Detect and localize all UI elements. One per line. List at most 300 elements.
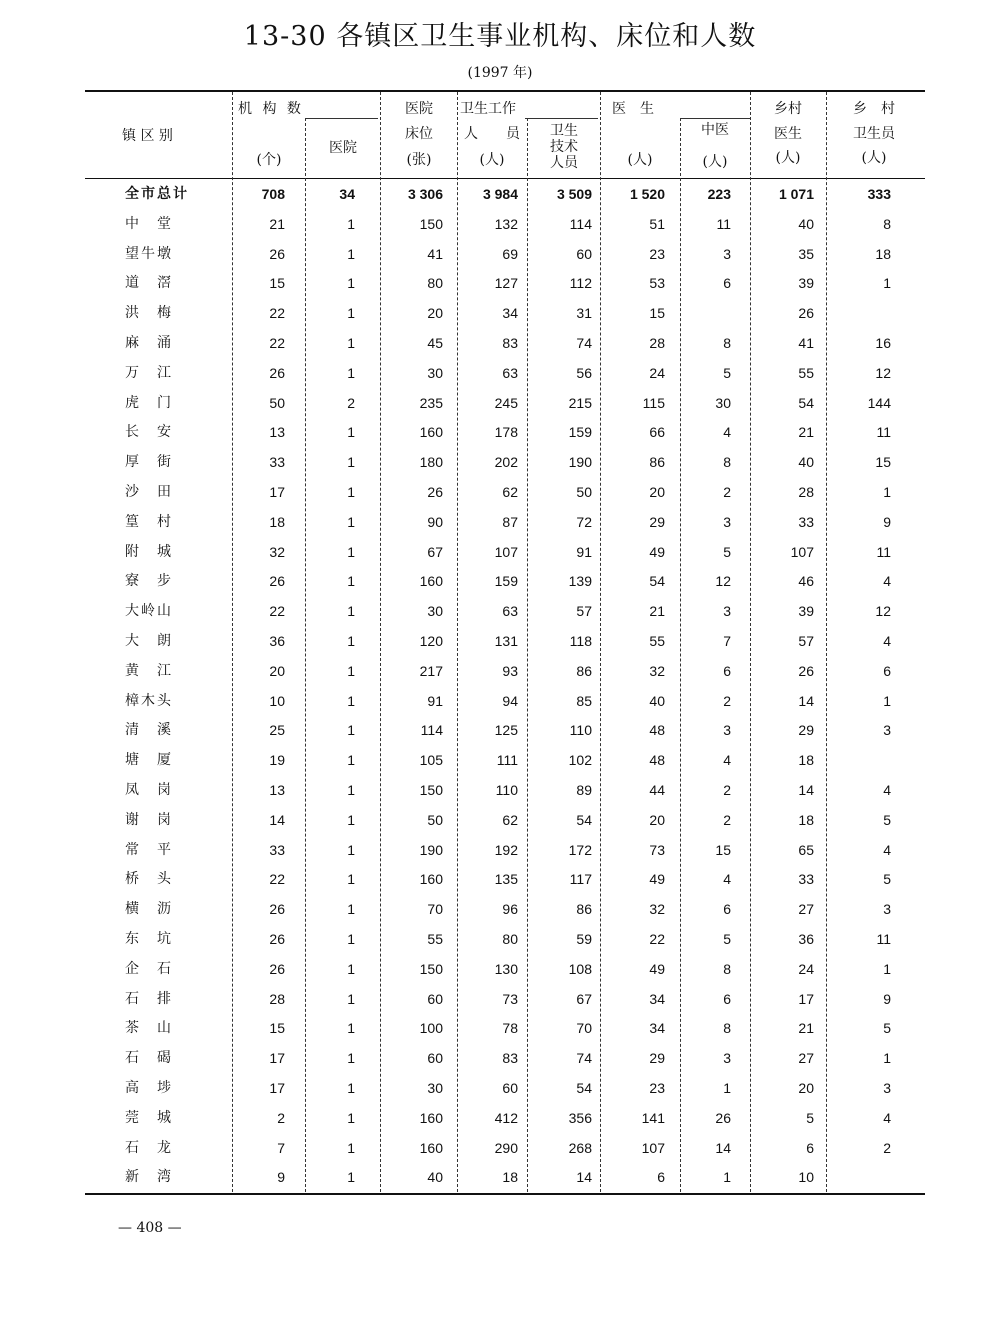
- cell-institutions: 13: [269, 424, 285, 441]
- cell-tcm: 3: [723, 1050, 731, 1067]
- cell-workers: 3 984: [482, 186, 518, 202]
- cell-doctors: 6: [657, 1169, 665, 1186]
- cell-institutions: 22: [269, 871, 285, 888]
- cell-workers: 245: [494, 394, 518, 411]
- cell-doctors: 1 520: [629, 186, 665, 202]
- cell-tech-staff: 60: [576, 245, 592, 262]
- cell-doctors: 40: [649, 692, 665, 709]
- cell-tcm: 8: [723, 335, 731, 351]
- header-village-health-unit: (人): [861, 150, 887, 166]
- cell-tech-staff: 139: [568, 573, 592, 590]
- cell-doctors: 32: [649, 662, 665, 679]
- cell-beds: 160: [419, 1109, 443, 1126]
- table-row: [85, 358, 925, 388]
- cell-tcm: 1: [723, 1080, 731, 1096]
- cell-tech-staff: 91: [576, 543, 592, 560]
- cell-tech-staff: 108: [568, 960, 592, 977]
- cell-village-health: 5: [883, 871, 891, 888]
- table-row: [85, 1103, 925, 1133]
- cell-hospitals: 1: [347, 1020, 355, 1037]
- cell-district-name: 万 江: [125, 364, 173, 381]
- cell-workers: 96: [502, 901, 518, 918]
- cell-beds: 150: [419, 782, 443, 798]
- cell-hospitals: 1: [347, 573, 355, 590]
- cell-hospitals: 1: [347, 633, 355, 649]
- cell-institutions: 26: [269, 931, 285, 947]
- cell-village-doctor: 5: [806, 1109, 814, 1126]
- cell-beds: 160: [419, 871, 443, 888]
- cell-hospitals: 1: [347, 692, 355, 709]
- table-row: [85, 805, 925, 835]
- cell-hospitals: 1: [347, 335, 355, 351]
- cell-doctors: 73: [649, 841, 665, 858]
- cell-tech-staff: 3 509: [556, 186, 592, 202]
- cell-beds: 55: [427, 931, 443, 947]
- cell-tech-staff: 67: [576, 990, 592, 1007]
- cell-tcm: 8: [723, 454, 731, 471]
- cell-village-health: 5: [883, 1020, 891, 1037]
- cell-tcm: 7: [723, 633, 731, 649]
- cell-tech-staff: 268: [568, 1139, 592, 1156]
- cell-institutions: 21: [269, 215, 285, 232]
- cell-tcm: 8: [723, 960, 731, 977]
- cell-beds: 60: [427, 1050, 443, 1067]
- cell-hospitals: 1: [347, 1139, 355, 1156]
- cell-village-health: 9: [883, 513, 891, 530]
- header-doctors: 医 生: [612, 101, 654, 117]
- cell-doctors: 32: [649, 901, 665, 918]
- cell-institutions: 28: [269, 990, 285, 1007]
- cell-tcm: 6: [723, 901, 731, 918]
- cell-beds: 105: [419, 752, 443, 769]
- cell-beds: 26: [427, 484, 443, 500]
- cell-district-name: 篁 村: [125, 513, 173, 530]
- cell-village-doctor: 107: [790, 543, 814, 560]
- cell-district-name: 大岭山: [125, 603, 173, 620]
- cell-beds: 41: [427, 245, 443, 262]
- cell-workers: 34: [502, 305, 518, 322]
- cell-tcm: 6: [723, 990, 731, 1007]
- header-village-doctor-line1: 乡村: [774, 101, 802, 117]
- cell-tcm: 4: [723, 424, 731, 441]
- cell-institutions: 33: [269, 841, 285, 858]
- cell-institutions: 15: [269, 275, 285, 292]
- table-row: [85, 775, 925, 805]
- table-row: [85, 626, 925, 656]
- cell-beds: 20: [427, 305, 443, 322]
- cell-tcm: 223: [707, 186, 731, 202]
- cell-institutions: 17: [269, 484, 285, 500]
- cell-workers: 192: [494, 841, 518, 858]
- cell-tech-staff: 117: [569, 871, 592, 888]
- cell-village-health: 2: [883, 1139, 891, 1156]
- cell-beds: 90: [427, 513, 443, 530]
- cell-workers: 63: [502, 603, 518, 620]
- cell-doctors: 22: [649, 931, 665, 947]
- header-institutions: 机 构 数: [238, 101, 304, 117]
- cell-beds: 30: [427, 364, 443, 381]
- cell-beds: 80: [427, 275, 443, 292]
- cell-workers: 83: [502, 335, 518, 351]
- cell-tech-staff: 57: [576, 603, 592, 620]
- cell-village-doctor: 54: [798, 394, 814, 411]
- cell-village-doctor: 33: [798, 513, 814, 530]
- cell-district-name: 石 碣: [125, 1050, 173, 1067]
- cell-workers: 69: [502, 245, 518, 262]
- cell-tcm: 2: [723, 692, 731, 709]
- cell-doctors: 24: [649, 364, 665, 381]
- cell-workers: 18: [502, 1169, 518, 1186]
- cell-village-doctor: 39: [798, 275, 814, 292]
- header-village-health-line1: 乡 村: [853, 101, 895, 117]
- cell-doctors: 15: [649, 305, 665, 322]
- cell-doctors: 66: [649, 424, 665, 441]
- header-tcm-unit: (人): [702, 154, 728, 170]
- cell-tech-staff: 54: [576, 1080, 592, 1096]
- cell-beds: 70: [427, 901, 443, 918]
- cell-village-health: 1: [883, 692, 891, 709]
- cell-tcm: 2: [723, 811, 731, 828]
- header-hospitals: 医院: [329, 140, 357, 156]
- cell-village-health: 11: [876, 931, 891, 947]
- cell-village-doctor: 57: [798, 633, 814, 649]
- cell-tcm: 6: [723, 662, 731, 679]
- cell-village-health: 4: [883, 573, 891, 590]
- cell-hospitals: 1: [347, 1050, 355, 1067]
- cell-tcm: 4: [723, 752, 731, 769]
- cell-doctors: 34: [649, 990, 665, 1007]
- header-subrule-doctors: [680, 118, 750, 119]
- cell-tech-staff: 56: [576, 364, 592, 381]
- table-row: [85, 447, 925, 477]
- cell-institutions: 17: [269, 1080, 285, 1096]
- cell-district-name: 桥 头: [125, 871, 173, 888]
- cell-workers: 127: [494, 275, 518, 292]
- cell-hospitals: 1: [347, 484, 355, 500]
- cell-doctors: 53: [649, 275, 665, 292]
- cell-village-doctor: 17: [798, 990, 814, 1007]
- cell-tcm: 11: [716, 215, 731, 232]
- cell-district-name: 中 堂: [125, 215, 173, 232]
- cell-beds: 160: [419, 424, 443, 441]
- cell-doctors: 141: [641, 1109, 665, 1126]
- cell-hospitals: 1: [347, 722, 355, 739]
- header-district: 镇 区 别: [122, 128, 173, 144]
- cell-tcm: 6: [723, 275, 731, 292]
- table-row: [85, 1073, 925, 1103]
- cell-district-name: 企 石: [125, 960, 173, 977]
- cell-institutions: 26: [269, 960, 285, 977]
- cell-village-doctor: 20: [798, 1080, 814, 1096]
- cell-village-doctor: 41: [798, 335, 814, 351]
- cell-hospitals: 1: [347, 603, 355, 620]
- table-row: [85, 328, 925, 358]
- cell-workers: 80: [502, 931, 518, 947]
- table-row: [85, 209, 925, 239]
- table-row: [85, 388, 925, 418]
- cell-village-doctor: 6: [806, 1139, 814, 1156]
- table-row: [85, 924, 925, 954]
- cell-beds: 160: [419, 573, 443, 590]
- table-row: [85, 417, 925, 447]
- header-workers-group: 卫生工作: [460, 101, 516, 117]
- header-village-doctor-line2: 医生: [774, 126, 802, 142]
- cell-beds: 30: [427, 1080, 443, 1096]
- table-row: [85, 566, 925, 596]
- header-subrule-institutions: [305, 118, 378, 119]
- table-row: [85, 507, 925, 537]
- cell-doctors: 55: [649, 633, 665, 649]
- cell-doctors: 48: [649, 752, 665, 769]
- header-doctors-unit: (人): [627, 152, 653, 168]
- cell-district-name: 厚 街: [125, 454, 173, 471]
- cell-beds: 180: [419, 454, 443, 471]
- cell-workers: 131: [494, 633, 518, 649]
- cell-institutions: 32: [269, 543, 285, 560]
- cell-institutions: 25: [269, 722, 285, 739]
- cell-tech-staff: 74: [576, 1050, 592, 1067]
- cell-tcm: 8: [723, 1020, 731, 1037]
- table-row: [85, 835, 925, 865]
- cell-institutions: 22: [269, 335, 285, 351]
- table-row: [85, 745, 925, 775]
- cell-tech-staff: 70: [576, 1020, 592, 1037]
- cell-doctors: 34: [649, 1020, 665, 1037]
- cell-doctors: 49: [649, 960, 665, 977]
- cell-tech-staff: 118: [569, 633, 592, 649]
- cell-village-doctor: 21: [798, 424, 814, 441]
- cell-workers: 73: [502, 990, 518, 1007]
- header-tech-line1: 卫生: [550, 123, 578, 139]
- cell-beds: 60: [427, 990, 443, 1007]
- cell-district-name: 莞 城: [125, 1109, 173, 1126]
- cell-tech-staff: 86: [576, 662, 592, 679]
- cell-tech-staff: 85: [576, 692, 592, 709]
- cell-doctors: 28: [649, 335, 665, 351]
- cell-tech-staff: 59: [576, 931, 592, 947]
- cell-district-name: 全市总计: [125, 186, 189, 202]
- header-village-health-line2: 卫生员: [853, 126, 895, 142]
- cell-hospitals: 1: [347, 305, 355, 322]
- cell-doctors: 23: [649, 245, 665, 262]
- cell-institutions: 708: [261, 186, 285, 202]
- cell-tech-staff: 159: [568, 424, 592, 441]
- cell-tcm: 4: [723, 871, 731, 888]
- cell-hospitals: 1: [347, 782, 355, 798]
- cell-hospitals: 34: [339, 186, 355, 202]
- cell-village-doctor: 33: [798, 871, 814, 888]
- cell-district-name: 新 湾: [125, 1169, 173, 1186]
- cell-village-health: 144: [867, 394, 891, 411]
- table-row: [85, 656, 925, 686]
- page-number: — 408 —: [118, 1220, 182, 1236]
- header-workers-unit: (人): [479, 152, 505, 168]
- cell-district-name: 清 溪: [125, 722, 173, 739]
- cell-tech-staff: 31: [576, 305, 592, 322]
- cell-district-name: 石 排: [125, 990, 173, 1007]
- cell-hospitals: 1: [347, 811, 355, 828]
- header-village-doctor-unit: (人): [775, 150, 801, 166]
- cell-district-name: 凤 岗: [125, 782, 173, 798]
- cell-beds: 150: [419, 960, 443, 977]
- cell-doctors: 20: [649, 811, 665, 828]
- cell-hospitals: 1: [347, 990, 355, 1007]
- cell-hospitals: 1: [347, 752, 355, 769]
- cell-village-health: 11: [876, 424, 891, 441]
- cell-workers: 94: [502, 692, 518, 709]
- cell-workers: 159: [494, 573, 518, 590]
- cell-doctors: 20: [649, 484, 665, 500]
- cell-tech-staff: 14: [576, 1169, 592, 1186]
- cell-tech-staff: 72: [576, 513, 592, 530]
- table-row: [85, 268, 925, 298]
- cell-village-doctor: 26: [798, 662, 814, 679]
- cell-village-health: 11: [876, 543, 891, 560]
- cell-tcm: 2: [723, 484, 731, 500]
- cell-workers: 87: [502, 513, 518, 530]
- cell-district-name: 虎 门: [125, 394, 173, 411]
- cell-village-doctor: 1 071: [778, 186, 814, 202]
- cell-district-name: 谢 岗: [125, 811, 173, 828]
- header-tech-line3: 人员: [550, 155, 578, 171]
- cell-hospitals: 1: [347, 1080, 355, 1096]
- cell-beds: 160: [419, 1139, 443, 1156]
- cell-beds: 30: [427, 603, 443, 620]
- cell-workers: 62: [502, 484, 518, 500]
- table-row: [85, 1013, 925, 1043]
- cell-village-doctor: 35: [798, 245, 814, 262]
- cell-beds: 120: [419, 633, 443, 649]
- cell-workers: 93: [502, 662, 518, 679]
- cell-workers: 135: [494, 871, 518, 888]
- cell-institutions: 33: [269, 454, 285, 471]
- cell-beds: 150: [419, 215, 443, 232]
- page-title: 13-30 各镇区卫生事业机构、床位和人数: [243, 21, 757, 52]
- cell-workers: 130: [494, 960, 518, 977]
- cell-tcm: 3: [723, 603, 731, 620]
- cell-doctors: 107: [641, 1139, 665, 1156]
- cell-institutions: 17: [269, 1050, 285, 1067]
- table-row: [85, 715, 925, 745]
- cell-tech-staff: 172: [568, 841, 592, 858]
- table-row: [85, 239, 925, 269]
- cell-tech-staff: 112: [569, 275, 592, 292]
- cell-doctors: 44: [649, 782, 665, 798]
- cell-village-health: 333: [867, 186, 891, 202]
- table-row: [85, 537, 925, 567]
- cell-hospitals: 1: [347, 1109, 355, 1126]
- cell-village-health: 3: [883, 722, 891, 739]
- table-row-total: [85, 179, 925, 209]
- cell-village-doctor: 65: [798, 841, 814, 858]
- cell-tech-staff: 54: [576, 811, 592, 828]
- cell-institutions: 36: [269, 633, 285, 649]
- table-row: [85, 1133, 925, 1163]
- cell-institutions: 2: [277, 1109, 285, 1126]
- cell-beds: 114: [420, 722, 443, 739]
- cell-district-name: 樟木头: [125, 692, 173, 709]
- cell-tech-staff: 110: [569, 722, 592, 739]
- header-workers-line2: 人 员: [464, 126, 520, 142]
- cell-district-name: 大 朗: [125, 633, 173, 649]
- cell-village-doctor: 26: [798, 305, 814, 322]
- cell-village-health: 8: [883, 215, 891, 232]
- cell-tcm: 2: [723, 782, 731, 798]
- cell-workers: 132: [494, 215, 518, 232]
- cell-hospitals: 1: [347, 424, 355, 441]
- cell-institutions: 15: [269, 1020, 285, 1037]
- cell-institutions: 22: [269, 305, 285, 322]
- cell-doctors: 29: [649, 513, 665, 530]
- cell-village-health: 12: [875, 364, 891, 381]
- cell-tcm: 5: [723, 543, 731, 560]
- cell-village-health: 1: [883, 275, 891, 292]
- cell-village-health: 15: [875, 454, 891, 471]
- cell-beds: 67: [427, 543, 443, 560]
- cell-institutions: 26: [269, 364, 285, 381]
- cell-village-health: 16: [875, 335, 891, 351]
- cell-doctors: 54: [649, 573, 665, 590]
- cell-doctors: 49: [649, 543, 665, 560]
- cell-tcm: 12: [715, 573, 731, 590]
- cell-hospitals: 1: [347, 871, 355, 888]
- cell-hospitals: 1: [347, 454, 355, 471]
- cell-village-doctor: 46: [798, 573, 814, 590]
- cell-village-doctor: 18: [798, 811, 814, 828]
- cell-district-name: 石 龙: [125, 1139, 173, 1156]
- cell-hospitals: 1: [347, 960, 355, 977]
- cell-tech-staff: 74: [576, 335, 592, 351]
- cell-tech-staff: 102: [568, 752, 592, 769]
- cell-tcm: 3: [723, 513, 731, 530]
- page-subtitle: (1997 年): [467, 65, 533, 81]
- cell-doctors: 21: [649, 603, 665, 620]
- cell-village-doctor: 10: [798, 1169, 814, 1186]
- cell-district-name: 附 城: [125, 543, 173, 560]
- cell-district-name: 道 滘: [125, 275, 173, 292]
- table-row: [85, 984, 925, 1014]
- cell-workers: 78: [502, 1020, 518, 1037]
- header-beds-line2: 床位: [405, 126, 433, 142]
- cell-village-health: 9: [883, 990, 891, 1007]
- table-row: [85, 894, 925, 924]
- cell-tcm: 5: [723, 931, 731, 947]
- cell-institutions: 18: [269, 513, 285, 530]
- table-row: [85, 1162, 925, 1192]
- cell-doctors: 51: [649, 215, 665, 232]
- cell-district-name: 黄 江: [125, 662, 173, 679]
- cell-district-name: 东 坑: [125, 931, 173, 947]
- cell-tech-staff: 114: [569, 215, 592, 232]
- cell-hospitals: 1: [347, 215, 355, 232]
- table-row: [85, 954, 925, 984]
- cell-institutions: 26: [269, 573, 285, 590]
- cell-tcm: 26: [715, 1109, 731, 1126]
- cell-institutions: 50: [269, 394, 285, 411]
- table-bottom-rule: [85, 1193, 925, 1195]
- cell-village-doctor: 36: [798, 931, 814, 947]
- cell-tech-staff: 50: [576, 484, 592, 500]
- cell-beds: 235: [419, 394, 443, 411]
- cell-institutions: 20: [269, 662, 285, 679]
- cell-hospitals: 1: [347, 931, 355, 947]
- cell-tech-staff: 356: [568, 1109, 592, 1126]
- cell-hospitals: 1: [347, 543, 355, 560]
- cell-village-doctor: 40: [798, 215, 814, 232]
- cell-village-health: 5: [883, 811, 891, 828]
- cell-hospitals: 1: [347, 364, 355, 381]
- cell-institutions: 7: [277, 1139, 285, 1156]
